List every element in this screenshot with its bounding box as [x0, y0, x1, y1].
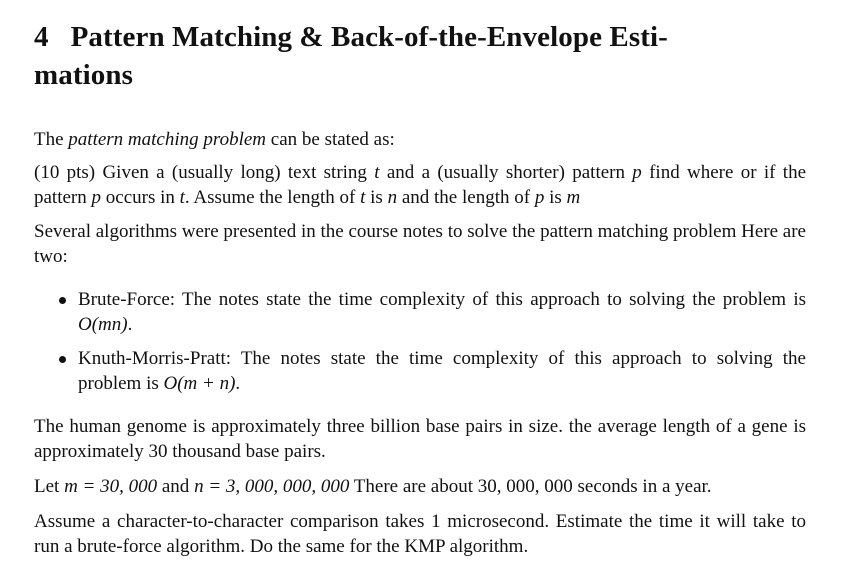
bullet-icon	[59, 297, 66, 304]
problem-text: and the length of	[397, 187, 535, 208]
algorithm-list	[34, 287, 806, 396]
math-var: t	[360, 187, 366, 208]
problem-text: Given a (usually long) text string	[95, 162, 375, 183]
bullet-icon	[59, 356, 66, 363]
section-title-line2: mations	[34, 59, 133, 91]
let-paragraph	[34, 474, 806, 499]
math-var: p	[534, 187, 545, 208]
math-var: t	[374, 162, 380, 183]
math-var: p	[91, 187, 102, 208]
problem-text: find where or if the pattern	[34, 162, 806, 208]
seconds-value: 30, 000, 000	[477, 476, 573, 497]
algorithms-intro-paragraph: Several algorithms were presented in the course notes to solve the pattern matching problem Here are two:	[34, 221, 806, 267]
bullet-text: Brute-Force: The notes state the time complexity of this approach to solving the problem is	[78, 289, 806, 310]
problem-text: . Assume the length of	[184, 187, 361, 208]
problem-paragraph	[34, 160, 806, 210]
points-label: (10 pts)	[34, 162, 96, 183]
math-var: p	[632, 162, 642, 183]
math-var: n	[387, 187, 398, 208]
bullet-tail: .	[235, 373, 241, 394]
document-page	[34, 18, 806, 569]
let-text: seconds in a year.	[572, 476, 712, 497]
complexity-expression: O(m + n)	[163, 373, 236, 394]
let-text: and	[157, 476, 195, 497]
problem-text: is	[365, 187, 388, 208]
intro-text-after: can be stated as:	[266, 129, 395, 150]
let-text: There are about	[349, 476, 478, 497]
bullet-text: Knuth-Morris-Pratt: The notes state the time complexity of this approach to solving the problem is	[78, 348, 806, 394]
math-var: t	[179, 187, 185, 208]
problem-text: occurs in	[101, 187, 180, 208]
problem-text: is	[544, 187, 567, 208]
assume-paragraph: Assume a character-to-character comparison takes 1 microsecond. Estimate the time it will take to run a brute-force algorithm. Do the same for the KMP algorithm.	[34, 511, 806, 557]
list-item-brute-force	[34, 287, 806, 337]
complexity-expression: O(mn)	[78, 314, 128, 335]
m-equation: m = 30, 000	[64, 476, 158, 497]
genome-paragraph: The human genome is approximately three billion base pairs in size. the average length of a gene is approximately 30 thousand base pairs.	[34, 416, 806, 462]
math-var: m	[566, 187, 581, 208]
bullet-tail: .	[127, 314, 133, 335]
intro-text-before: The	[34, 129, 69, 150]
intro-emphasis: pattern matching problem	[68, 129, 267, 150]
n-equation: n = 3, 000, 000, 000	[194, 476, 350, 497]
let-text: Let	[34, 476, 65, 497]
problem-text: and a (usually shorter) pattern	[379, 162, 633, 183]
section-heading	[34, 18, 806, 94]
list-item-kmp	[34, 346, 806, 396]
intro-paragraph	[34, 127, 806, 152]
section-title-line1: Pattern Matching & Back-of-the-Envelope Esti-	[70, 21, 668, 53]
section-number: 4	[34, 21, 49, 53]
